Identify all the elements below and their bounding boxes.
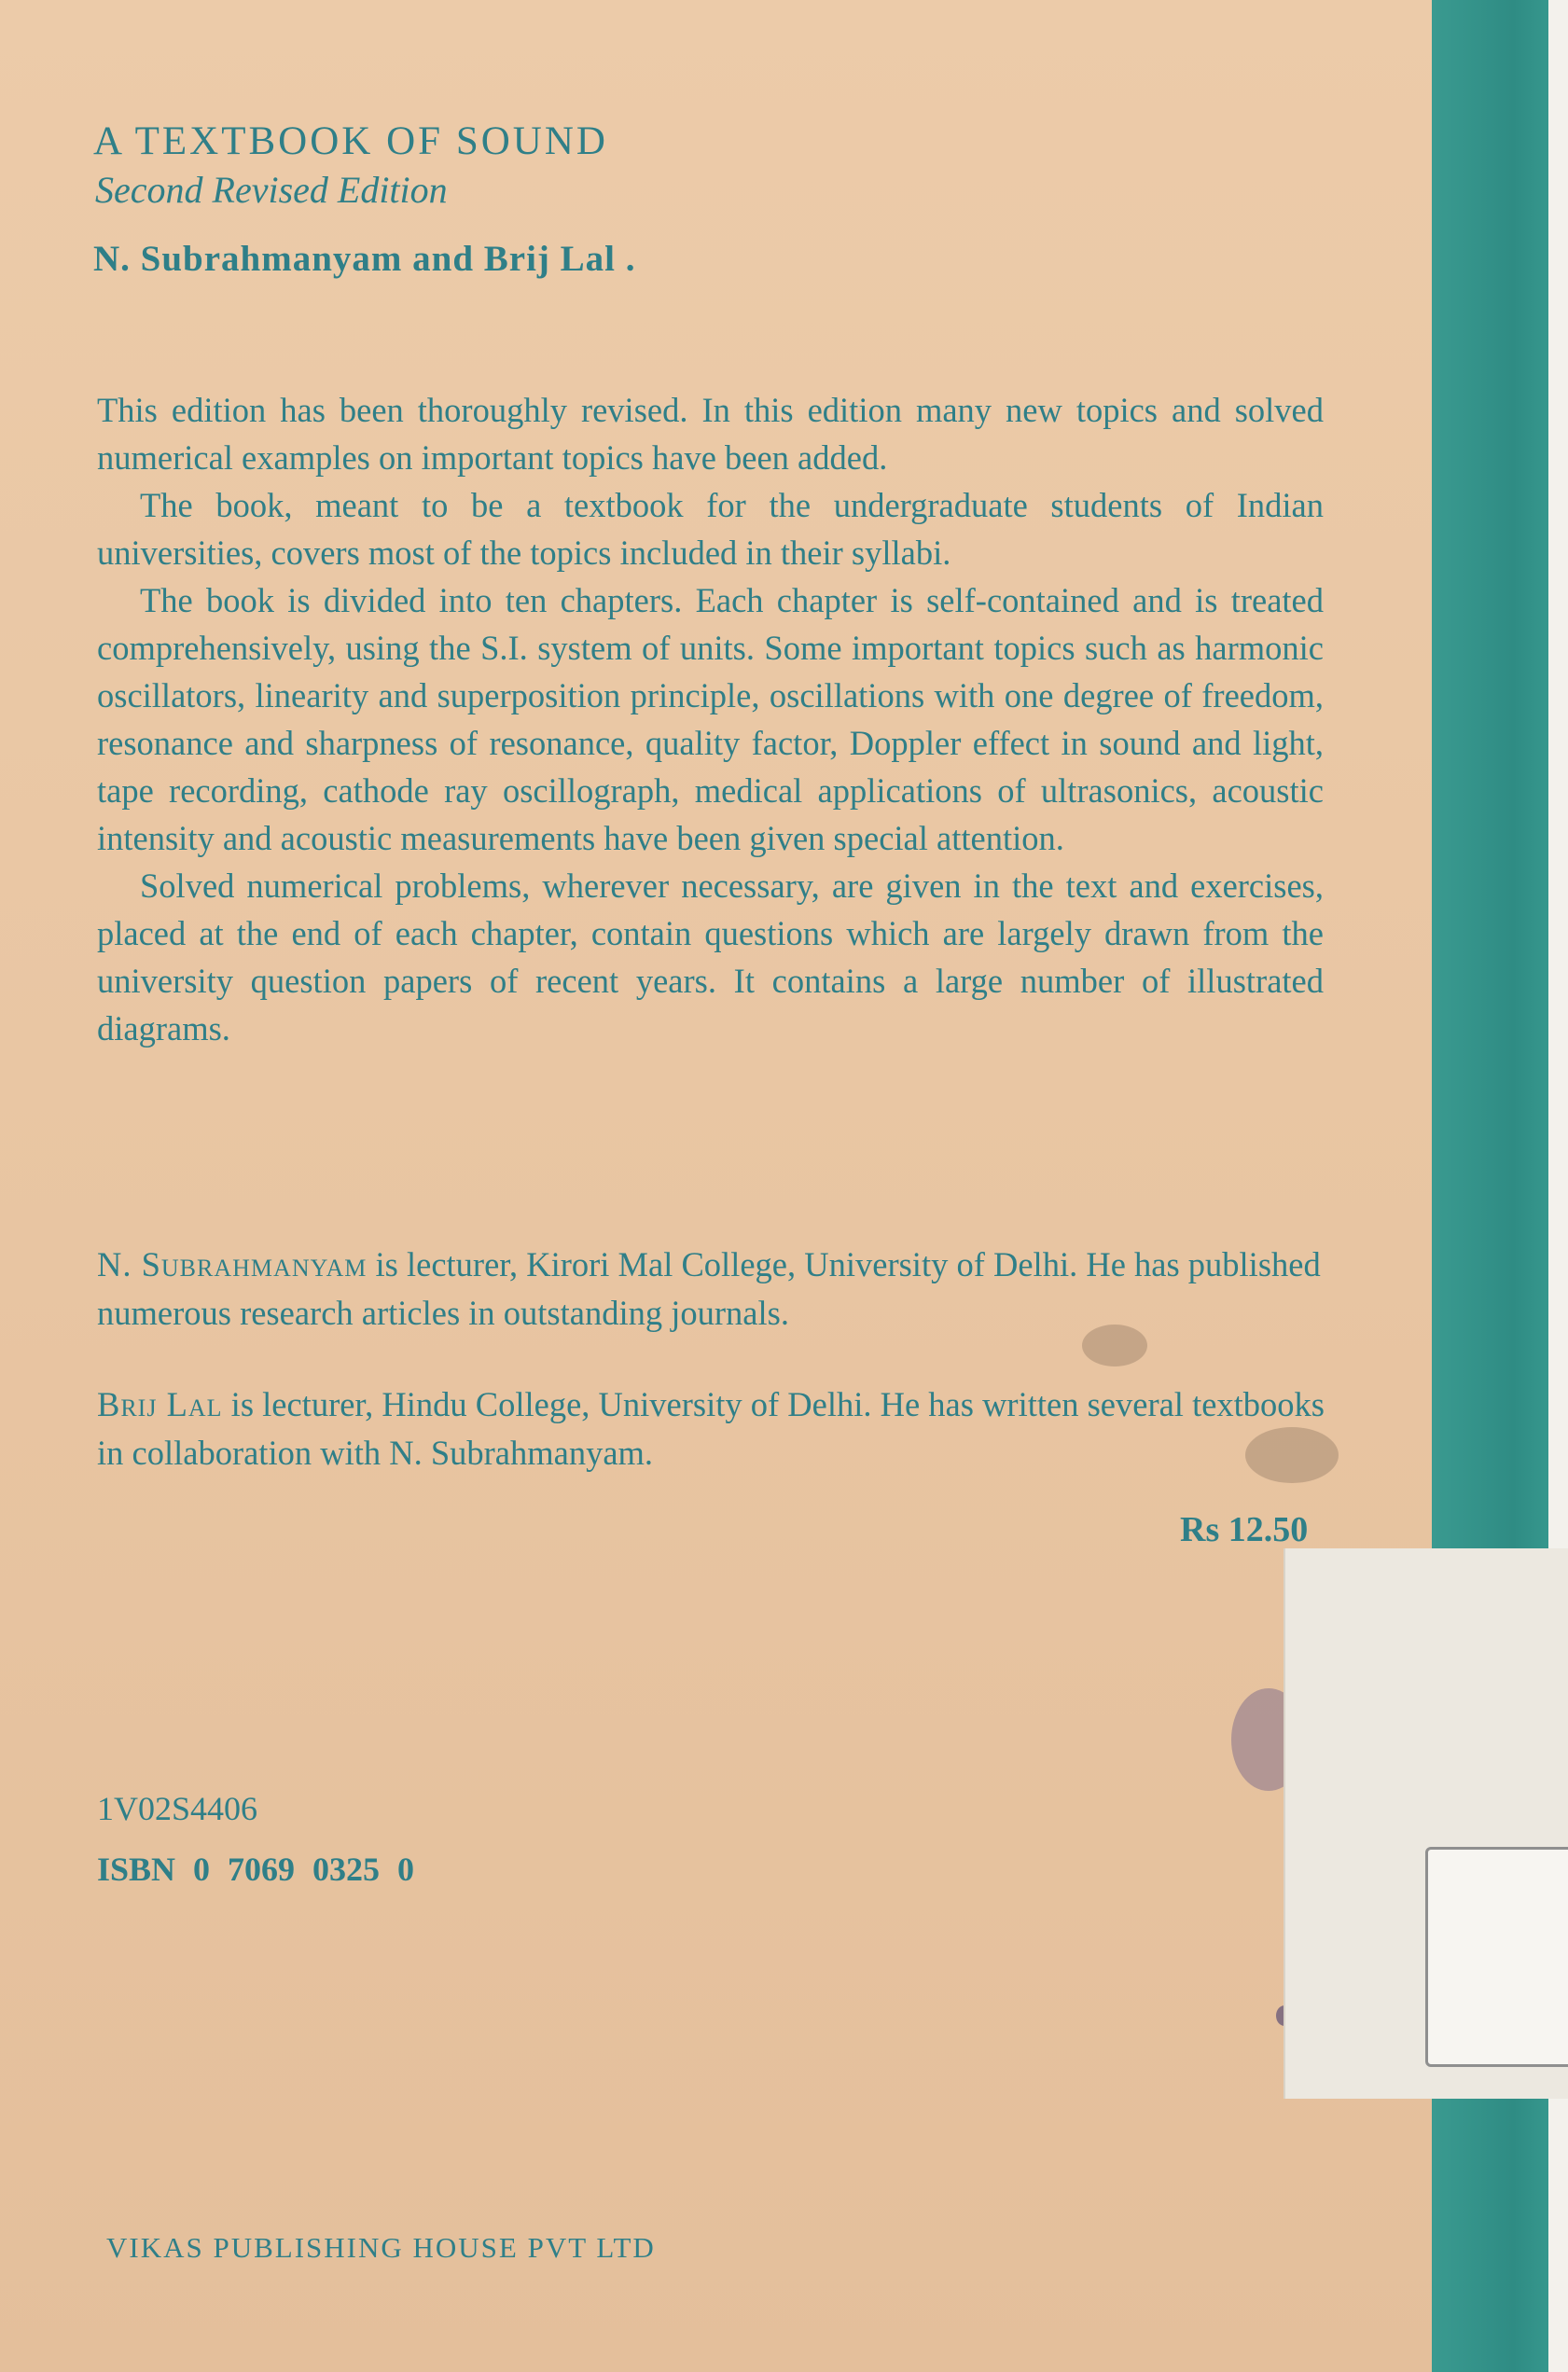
author-bio-subrahmanyam: [97, 1241, 1328, 1338]
blurb-paragraph: The book is divided into ten chapters. Each chapter is self-contained and is treated comprehensively, using the S.I. system of units. Some important topics such as harmonic oscillators, linearity and superposition principle, oscillations with one degree of freedom, resonance and sharpness of resonance, quality factor, Doppler effect in sound and light, tape recording, cathode ray oscillograph, medical applications of ultrasonics, acoustic intensity and acoustic measurements have been given special attention.: [97, 581, 1324, 857]
book-edition: Second Revised Edition: [95, 169, 448, 211]
library-label-box: [1425, 1847, 1568, 2067]
author-bio-text: is lecturer, Hindu College, University of Delhi. He has written several textbooks in collaboration with N. Subrahmanyam.: [97, 1385, 1325, 1472]
author-bio-text: is lecturer, Kirori Mal College, University of Delhi. He has published numerous research articles in outstanding journals.: [97, 1245, 1321, 1332]
author-name: Brij Lal: [97, 1385, 223, 1423]
price-label: Rs 12.50: [1180, 1510, 1309, 1549]
publisher-name: VIKAS PUBLISHING HOUSE PVT LTD: [106, 2231, 656, 2264]
isbn-number: ISBN 0 7069 0325 0: [97, 1851, 415, 1888]
library-label-sticker: [1284, 1548, 1568, 2099]
catalog-code: 1V02S4406: [97, 1790, 258, 1827]
blurb: [97, 386, 1324, 1052]
author-bio-brij-lal: [97, 1380, 1328, 1477]
author-name: N. Subrahmanyam: [97, 1245, 368, 1283]
blurb-paragraph: The book, meant to be a textbook for the undergraduate students of Indian universities, covers most of the topics included in their syllabi.: [97, 486, 1324, 572]
book-title: A TEXTBOOK OF SOUND: [93, 119, 608, 163]
blurb-paragraph: This edition has been thoroughly revised. In this edition many new topics and solved numerical examples on important topics have been added.: [97, 391, 1324, 477]
book-authors: N. Subrahmanyam and Brij Lal .: [93, 239, 636, 279]
blurb-paragraph: Solved numerical problems, wherever necessary, are given in the text and exercises, placed at the end of each chapter, contain questions which are largely drawn from the university question papers of recent years. It contains a large number of illustrated diagrams.: [97, 867, 1324, 1047]
